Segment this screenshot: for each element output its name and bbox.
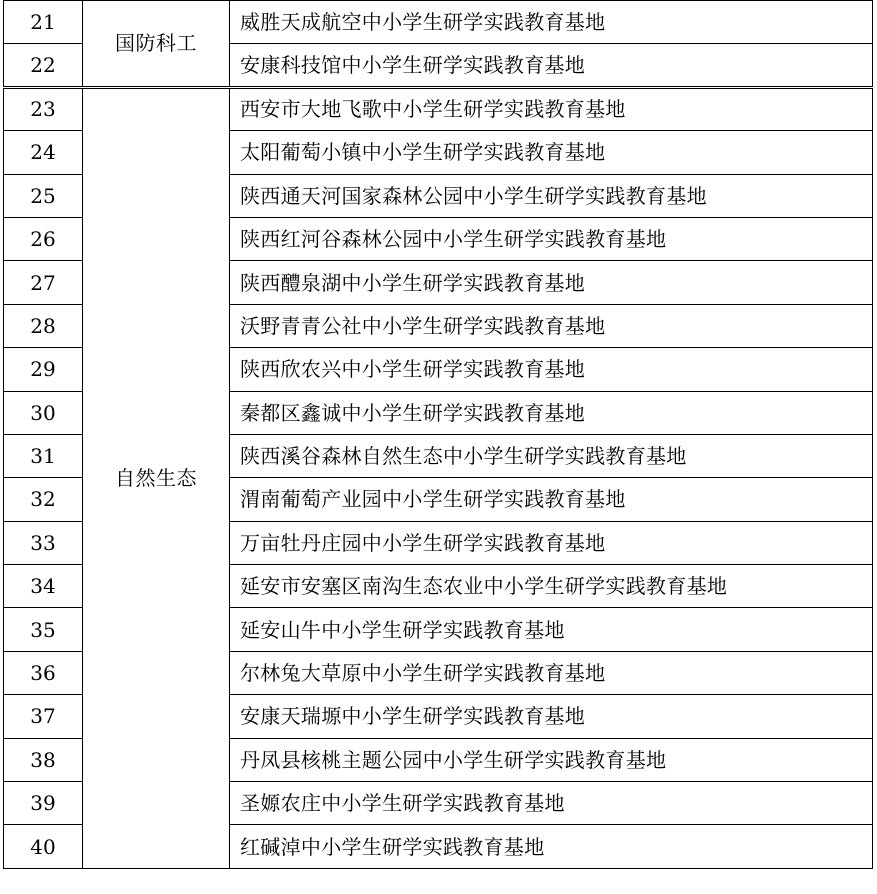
base-name: 陕西红河谷森林公园中小学生研学实践教育基地 bbox=[230, 217, 873, 260]
row-number: 36 bbox=[4, 651, 83, 694]
row-number: 40 bbox=[4, 825, 83, 868]
row-number: 28 bbox=[4, 304, 83, 347]
base-name: 红碱淖中小学生研学实践教育基地 bbox=[230, 825, 873, 868]
row-number: 32 bbox=[4, 478, 83, 521]
base-name: 威胜天成航空中小学生研学实践教育基地 bbox=[230, 1, 873, 44]
base-name: 陕西通天河国家森林公园中小学生研学实践教育基地 bbox=[230, 174, 873, 217]
base-name: 陕西欣农兴中小学生研学实践教育基地 bbox=[230, 348, 873, 391]
row-number: 35 bbox=[4, 608, 83, 651]
row-number: 23 bbox=[4, 87, 83, 130]
base-name: 安康天瑞塬中小学生研学实践教育基地 bbox=[230, 695, 873, 738]
base-name: 西安市大地飞歌中小学生研学实践教育基地 bbox=[230, 87, 873, 130]
base-name: 万亩牡丹庄园中小学生研学实践教育基地 bbox=[230, 521, 873, 564]
row-number: 39 bbox=[4, 782, 83, 825]
base-name: 延安山牛中小学生研学实践教育基地 bbox=[230, 608, 873, 651]
base-name: 延安市安塞区南沟生态农业中小学生研学实践教育基地 bbox=[230, 565, 873, 608]
row-number: 37 bbox=[4, 695, 83, 738]
base-name: 丹凤县核桃主题公园中小学生研学实践教育基地 bbox=[230, 738, 873, 781]
row-number: 29 bbox=[4, 348, 83, 391]
row-number: 22 bbox=[4, 44, 83, 87]
row-number: 38 bbox=[4, 738, 83, 781]
table-row bbox=[4, 1, 873, 44]
row-number: 33 bbox=[4, 521, 83, 564]
base-name: 陕西溪谷森林自然生态中小学生研学实践教育基地 bbox=[230, 434, 873, 477]
row-number: 27 bbox=[4, 261, 83, 304]
category-cell: 国防科工 bbox=[83, 1, 230, 88]
row-number: 34 bbox=[4, 565, 83, 608]
row-number: 30 bbox=[4, 391, 83, 434]
row-number: 31 bbox=[4, 434, 83, 477]
row-number: 25 bbox=[4, 174, 83, 217]
base-name: 圣嫄农庄中小学生研学实践教育基地 bbox=[230, 782, 873, 825]
row-number: 24 bbox=[4, 131, 83, 174]
category-cell: 自然生态 bbox=[83, 87, 230, 868]
base-name: 渭南葡萄产业园中小学生研学实践教育基地 bbox=[230, 478, 873, 521]
base-name: 沃野青青公社中小学生研学实践教育基地 bbox=[230, 304, 873, 347]
base-name: 尔林兔大草原中小学生研学实践教育基地 bbox=[230, 651, 873, 694]
base-name: 太阳葡萄小镇中小学生研学实践教育基地 bbox=[230, 131, 873, 174]
table-row bbox=[4, 87, 873, 130]
base-name: 陕西醴泉湖中小学生研学实践教育基地 bbox=[230, 261, 873, 304]
row-number: 21 bbox=[4, 1, 83, 44]
row-number: 26 bbox=[4, 217, 83, 260]
research-base-table bbox=[3, 0, 873, 869]
base-name: 安康科技馆中小学生研学实践教育基地 bbox=[230, 44, 873, 87]
table-body bbox=[4, 1, 873, 869]
base-name: 秦都区鑫诚中小学生研学实践教育基地 bbox=[230, 391, 873, 434]
